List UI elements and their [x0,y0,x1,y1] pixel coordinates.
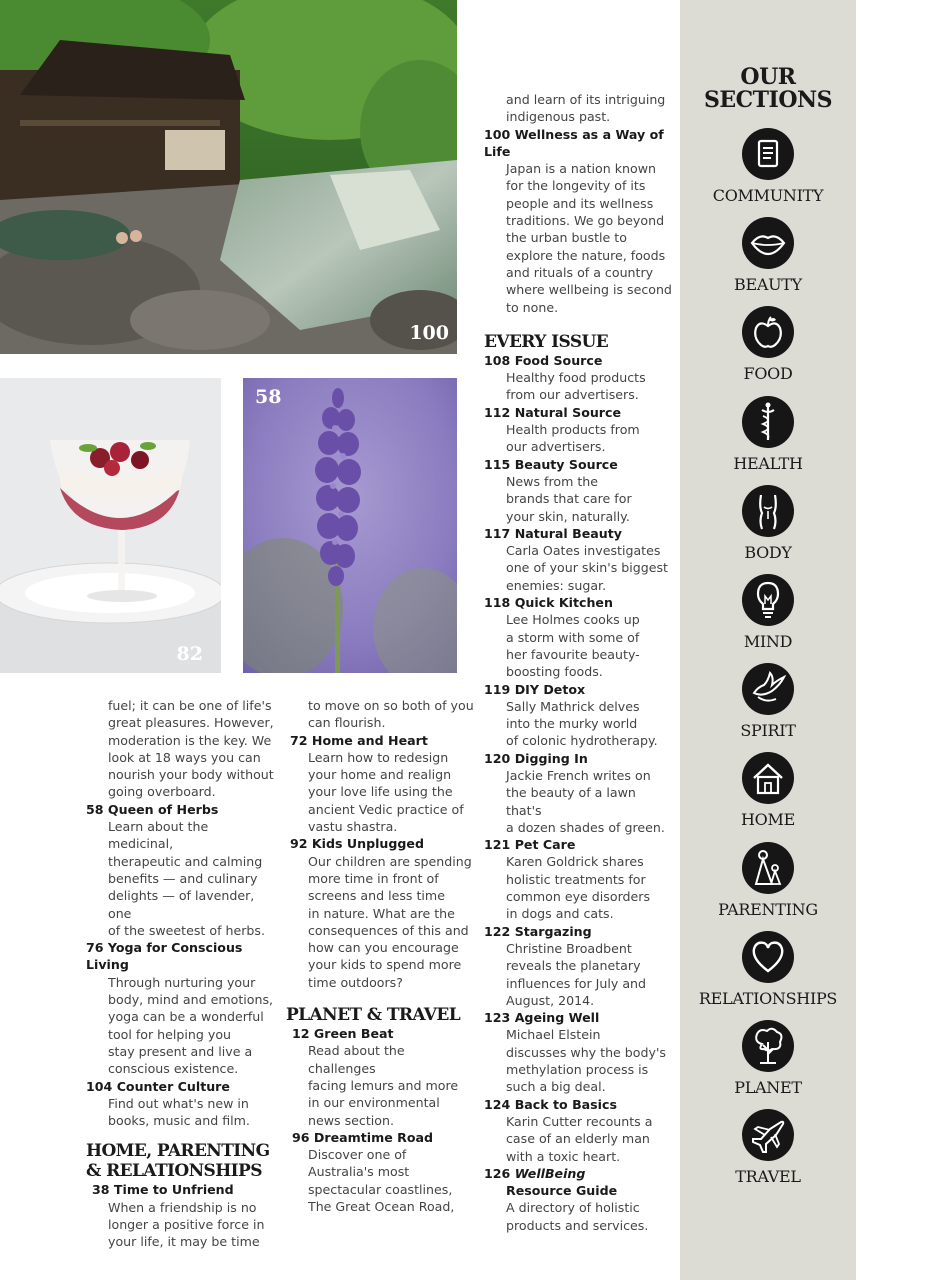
section-label: COMMUNITY [712,186,824,205]
entry-title: Quick Kitchen [514,595,613,611]
entry-description: News from the brands that care for your skin, naturally. [506,473,632,524]
entry-page-number: 126 [484,1165,511,1181]
contents-entry[interactable] [286,1025,476,1129]
tree-icon [742,1020,794,1072]
contents-entry[interactable] [484,1009,674,1095]
entry-description: Our children are spending more time in front of screens and less time in nature. What are the consequences of this and how can you encourage your kids to spend more time outdoors? [308,853,472,990]
onsen-photo [0,0,457,354]
entry-description: Health products from our advertisers. [506,422,640,455]
lips-icon [742,217,794,269]
contents-entry[interactable] [286,1129,476,1215]
heart-icon [742,931,794,983]
entry-description: Carla Oates investigates one of your skin's biggest enemies: sugar. [506,543,668,593]
entry-title: Dreamtime Road [313,1129,433,1145]
section-link-food[interactable] [680,306,856,383]
contents-entry[interactable] [484,352,674,404]
contents-column-1 [86,697,276,1251]
entry-title: Pet Care [514,837,576,853]
entry-description: Discover one of Australia's most spectacular coastlines, The Great Ocean Road, [308,1147,455,1215]
entry-page-number: 58 [86,801,104,817]
entry-page-number: 100 [484,126,511,142]
entry-title-italic: WellBeing [514,1165,586,1181]
contents-entry[interactable] [484,923,674,1009]
entry-page-number: 104 [86,1078,113,1094]
entry-title: Stargazing [514,923,592,939]
our-sections-sidebar [680,0,856,1280]
contents-entry[interactable] [484,594,674,680]
entry-page-number: 72 [290,732,308,748]
section-link-relationships[interactable] [680,931,856,1008]
entry-description: Michael Elstein discusses why the body's methylation process is such a big deal. [506,1027,666,1095]
entry-page-number: 76 [86,940,104,956]
lavender-photo [243,378,457,673]
caduceus-icon [742,396,794,448]
section-label: PARENTING [718,899,818,919]
entry-description: Read about the challenges facing lemurs and more in our environmental news section. [308,1043,459,1128]
entry-title: Natural Beauty [514,525,622,541]
contents-entry[interactable] [484,456,674,525]
contents-entry[interactable] [484,126,674,316]
contents-column-3 [484,91,674,1234]
entry-title: Beauty Source [514,456,618,472]
entry-description: Lee Holmes cooks up a storm with some of her favourite beauty- boosting foods. [506,612,640,680]
section-label: HOME [741,810,795,830]
continued-text: and learn of its intriguing indigenous past. [506,92,666,125]
entry-page-number: 115 [484,456,511,472]
page-number-badge: 100 [409,322,449,344]
document-icon [742,128,794,180]
section-heading: PLANET & TRAVEL [286,1005,461,1026]
section-label: BODY [744,542,792,562]
section-label: PLANET [734,1078,802,1097]
contents-entry[interactable] [86,939,276,1077]
entry-page-number: 121 [484,837,511,853]
contents-entry[interactable] [484,750,674,836]
section-link-beauty[interactable] [680,217,856,294]
section-label: HEALTH [733,453,803,473]
section-link-mind[interactable] [680,574,856,651]
entry-title: Ageing Well [514,1010,600,1026]
entry-description: Karen Goldrick shares holistic treatments for common eye disorders in dogs and cats. [506,854,651,922]
entry-title: Digging In [514,750,588,766]
entry-description: Learn about the medicinal, therapeutic and calming benefits — and culinary delights — of lavender, one of the sweetest of herbs. [108,819,265,938]
entry-description: Learn how to redesign your home and realign your love life using the ancient Vedic practice of vastu shastra. [308,749,464,835]
contents-entry[interactable] [286,732,476,836]
entry-title: Kids Unplugged [311,836,424,852]
entry-title: Food Source [514,352,603,368]
entry-title: DIY Detox [514,681,586,697]
section-link-planet[interactable] [680,1020,856,1097]
airplane-icon [742,1109,794,1161]
contents-entry[interactable] [86,801,276,939]
page-number-badge: 58 [255,386,282,408]
contents-entry[interactable] [86,1078,276,1130]
apple-icon [742,306,794,358]
entry-page-number: 112 [484,404,511,420]
contents-entry[interactable] [484,1096,674,1165]
entry-page-number: 108 [484,352,511,368]
entry-page-number: 123 [484,1010,511,1026]
section-link-health[interactable] [680,396,856,473]
parent-child-icon [742,842,794,894]
page-number-badge: 82 [176,643,203,665]
entry-title: Resource Guide [506,1183,618,1199]
entry-title: Green Beat [313,1026,394,1042]
section-link-body[interactable] [680,485,856,562]
section-link-parenting[interactable] [680,842,856,919]
contents-entry[interactable] [484,681,674,750]
section-link-home[interactable] [680,752,856,829]
entry-page-number: 124 [484,1096,511,1112]
section-label: SPIRIT [740,721,796,741]
entry-page-number: 117 [484,525,511,541]
contents-column-2 [286,697,476,1215]
torso-icon [742,485,794,537]
section-label: RELATIONSHIPS [698,988,838,1008]
entry-description: Sally Mathrick delves into the murky world of colonic hydrotherapy. [506,698,658,749]
section-heading: EVERY ISSUE [484,331,609,352]
sidebar-title: OUR SECTIONS [704,64,832,113]
section-label: TRAVEL [735,1167,801,1187]
continued-text: fuel; it can be one of life's great pleasures. However, moderation is the key. We look at 18 ways you can nourish your body without going overboard. [108,698,274,800]
entry-title: Queen of Herbs [107,801,219,817]
contents-entry[interactable] [86,1181,276,1250]
entry-description: Christine Broadbent reveals the planetary influences for July and August, 2014. [506,940,647,1008]
entry-description: Karin Cutter recounts a case of an elderly man with a toxic heart. [506,1113,653,1164]
section-label: MIND [743,632,793,651]
entry-description: A directory of holistic products and services. [506,1200,649,1233]
dove-icon [742,663,794,715]
entry-title: Natural Source [514,404,622,420]
house-icon [742,752,794,804]
entry-title: Counter Culture [116,1078,230,1094]
contents-entry[interactable] [484,404,674,456]
entry-title: Wellness as a Way of Life [484,126,664,159]
section-link-spirit[interactable] [680,663,856,740]
entry-page-number: 119 [484,681,511,697]
contents-entry[interactable] [484,525,674,594]
section-link-travel[interactable] [680,1109,856,1186]
entry-title: Back to Basics [514,1096,617,1112]
entry-description: Japan is a nation known for the longevity of its people and its wellness traditions. We go beyond the urban bustle to explore the nature, foods and rituals of a country where wellbeing is second to none. [506,161,672,315]
section-heading: HOME, PARENTING & RELATIONSHIPS [86,1141,270,1182]
contents-entry[interactable] [286,835,476,991]
entry-page-number: 96 [292,1129,310,1145]
contents-entry[interactable] [484,1165,674,1234]
entry-title: Home and Heart [311,732,428,748]
section-link-community[interactable] [680,128,856,205]
dessert-photo [0,378,221,673]
section-label: BEAUTY [734,275,802,295]
entry-title: Yoga for Conscious Living [86,940,243,973]
entry-description: Through nurturing your body, mind and emotions, yoga can be a wonderful tool for helping you stay present and live a conscious existence. [108,974,274,1077]
entry-description: Find out what's new in books, music and film. [108,1095,250,1129]
entry-page-number: 120 [484,750,511,766]
lightbulb-icon [742,574,794,626]
entry-page-number: 38 [92,1182,110,1198]
contents-entry[interactable] [484,836,674,922]
entry-description: Healthy food products from our advertisers. [506,370,646,403]
entry-title: Time to Unfriend [113,1182,234,1198]
entry-page-number: 12 [292,1026,310,1042]
entry-description: When a friendship is no longer a positive force in your life, it may be time [108,1199,265,1250]
entry-page-number: 92 [290,836,308,852]
continued-text: to move on so both of you can flourish. [308,698,474,731]
section-label: FOOD [743,364,793,384]
entry-page-number: 122 [484,923,511,939]
entry-description: Jackie French writes on the beauty of a lawn that's a dozen shades of green. [506,767,665,835]
entry-page-number: 118 [484,595,511,611]
